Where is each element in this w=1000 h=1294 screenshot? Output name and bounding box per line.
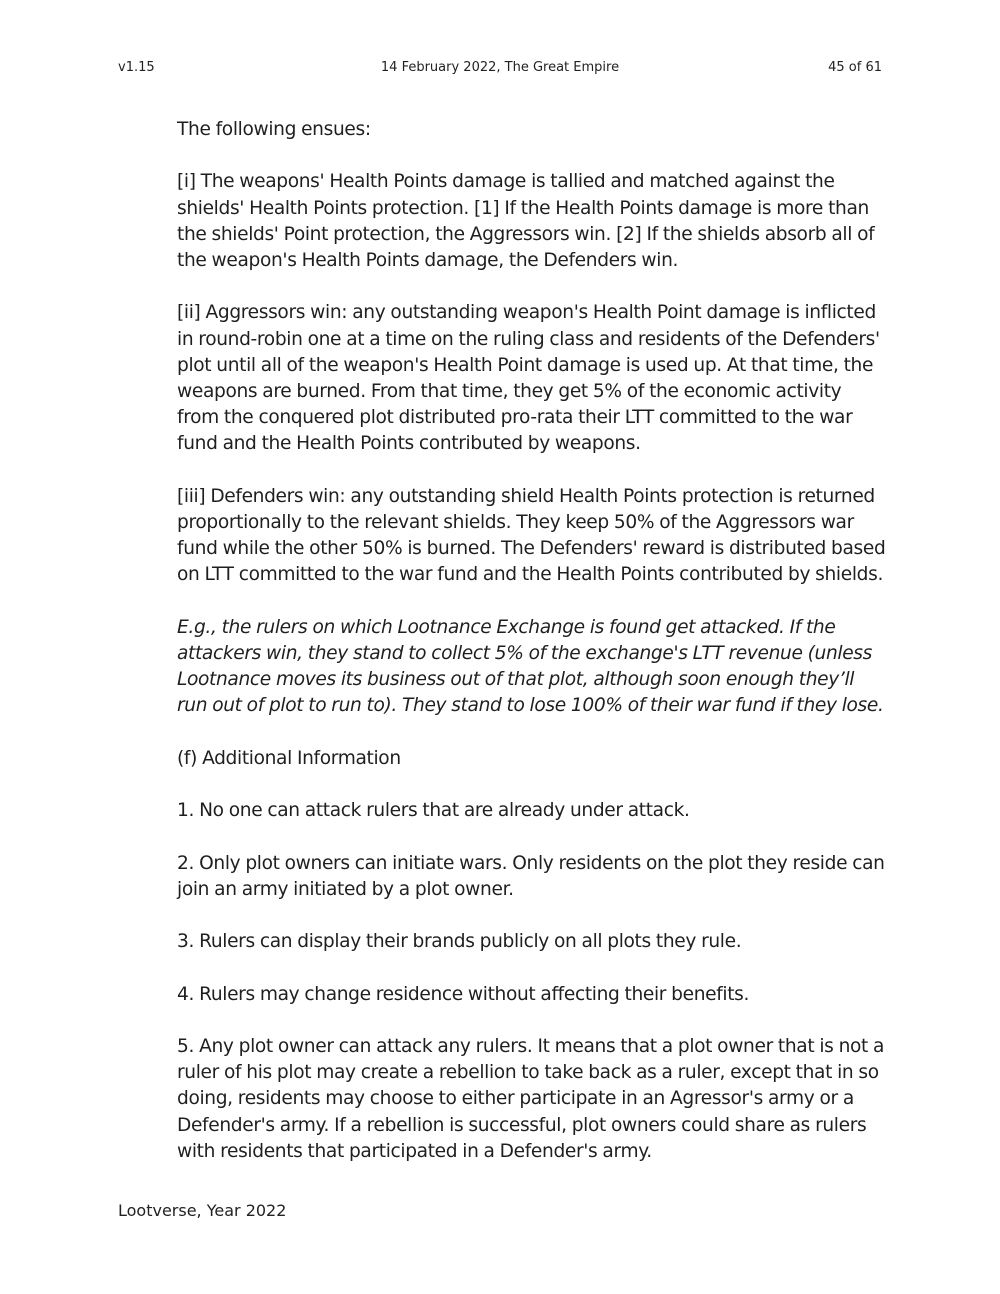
paragraph-tally: [i] The weapons' Health Points damage is tallied and matched against the shields' Health Points protection. [1] If the Health Points damage is more than the shields' Point protection, the Aggressors win. [2] If the shields absorb all of the weapon's Health Points damage, the Defenders win. — [177, 171, 875, 271]
section-heading: (f) Additional Information — [177, 747, 401, 769]
list-item: 3. Rulers can display their brands publicly on all plots they rule. — [177, 931, 742, 953]
footer-text: Lootverse, Year 2022 — [118, 1201, 287, 1220]
page-number: 45 of 61 — [828, 60, 882, 75]
list-item: 1. No one can attack rulers that are already under attack. — [177, 800, 690, 822]
header-title: 14 February 2022, The Great Empire — [380, 60, 620, 75]
list-item: 5. Any plot owner can attack any rulers. It means that a plot owner that is not a ruler of his plot may create a rebellion to take back as a ruler, except that in so doing, residents may choose to either participate in an Agressor's army or a Defender's army. If a rebellion is successful, plot owners could share as rulers with residents that participated in a Defender's army. — [177, 1035, 885, 1162]
list-item: 2. Only plot owners can initiate wars. Only residents on the plot they reside can join an army initiated by a plot owner. — [177, 852, 885, 900]
version-label: v1.15 — [118, 60, 155, 75]
list-item: 4. Rulers may change residence without affecting their benefits. — [177, 983, 750, 1005]
paragraph-intro: The following ensues: — [177, 119, 371, 140]
document-body — [177, 117, 887, 1191]
paragraph-example: E.g., the rulers on which Lootnance Exchange is found get attacked. If the attackers win, they stand to collect 5% of the exchange's LTT revenue (unless Lootnance moves its business out of that plot, although soon enough they’ll run out of plot to run to). They stand to lose 100% of their war fund if they lose. — [177, 616, 884, 717]
paragraph-aggressors-win: [ii] Aggressors win: any outstanding weapon's Health Point damage is inflicted in round-robin one at a time on the ruling class and residents of the Defenders' plot until all of the weapon's Health Point damage is used up. At that time, the weapons are burned. From that time, they get 5% of the economic activity from the conquered plot distributed pro-rata their LTT committed to the war fund and the Health Points contributed by weapons. — [177, 302, 880, 455]
paragraph-defenders-win: [iii] Defenders win: any outstanding shield Health Points protection is returned proportionally to the relevant shields. They keep 50% of the Aggressors war fund while the other 50% is burned. The Defenders' reward is distributed based on LTT committed to the war fund and the Health Points contributed by shields. — [177, 485, 886, 586]
